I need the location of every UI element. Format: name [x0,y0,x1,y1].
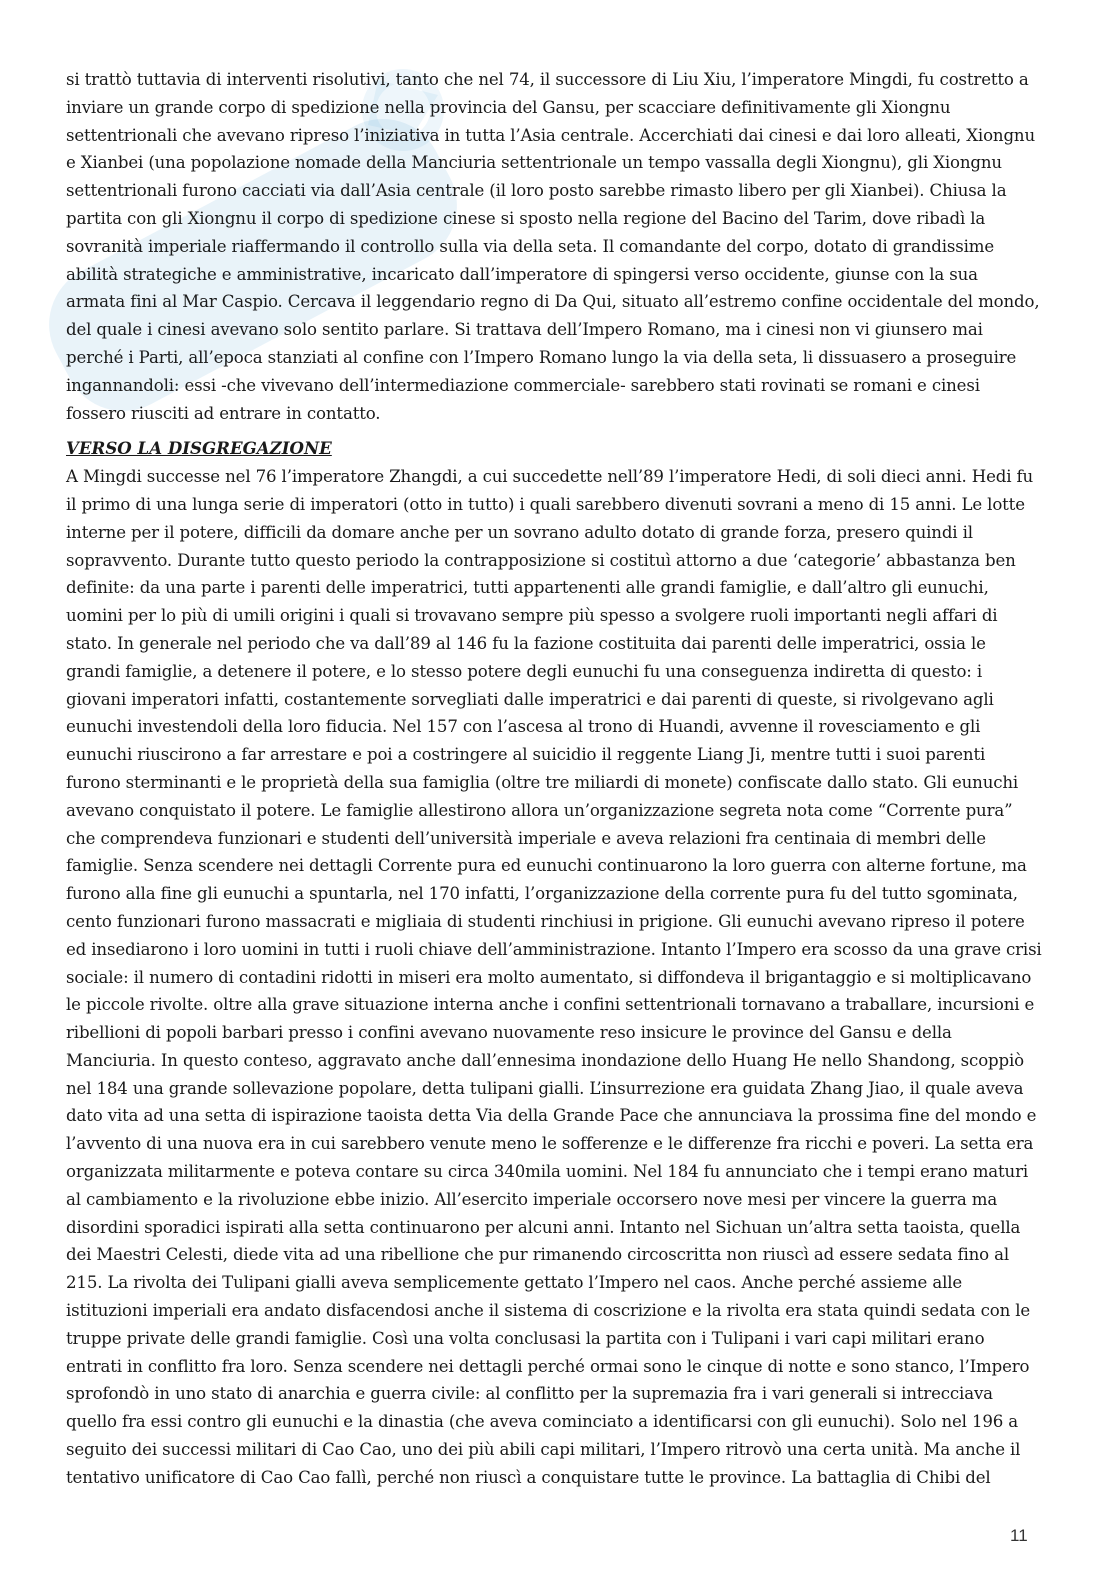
section-heading: VERSO LA DISGREGAZIONE [66,438,332,459]
document-page [66,66,1042,1492]
paragraph: A Mingdi successe nel 76 l’imperatore Zhangdi, a cui succedette nell’89 l’imperatore Hedi, di soli dieci anni. Hedi fu il primo di una lunga serie di imperatori (otto in tutto) i quali sarebbero divenuti sovrani a meno di 15 anni. Le lotte interne per il potere, difficili da domare anche per un sovrano adulto dotato di grande forza, presero quindi il sopravvento. Durante tutto questo periodo la contrapposizione si costituì attorno a due ‘categorie’ abbastanza ben definite: da una parte i parenti delle imperatrici, tutti appartenenti alle grandi famiglie, e dall’altro gli eunuchi, uomini per lo più di umili origini i quali si trovavano sempre più spesso a svolgere ruoli importanti negli affari di stato. In generale nel periodo che va dall’89 al 146 fu la fazione costituita dai parenti delle imperatrici, ossia le grandi famiglie, a detenere il potere, e lo stesso potere degli eunuchi fu una conseguenza indiretta di questo: i giovani imperatori infatti, costantemente sorvegliati dalle imperatrici e dai parenti di queste, si rivolgevano agli eunuchi investendoli della loro fiducia. Nel 157 con l’ascesa al trono di Huandi, avvenne il rovesciamento e gli eunuchi riuscirono a far arrestare e poi a costringere al suicidio il reggente Liang Ji, mentre tutti i suoi parenti furono sterminanti e le proprietà della sua famiglia (oltre tre miliardi di monete) confiscate dallo stato. Gli eunuchi avevano conquistato il potere. Le famiglie allestirono allora un’organizzazione segreta nota come “Corrente pura” che comprendeva funzionari e studenti dell’università imperiale e aveva relazioni fra centinaia di membri delle famiglie. Senza scendere nei dettagli Corrente pura ed eunuchi continuarono la loro guerra con alterne fortune, ma furono alla fine gli eunuchi a spuntarla, nel 170 infatti, l’organizzazione della corrente pura fu del tutto sgominata, cento funzionari furono massacrati e migliaia di studenti rinchiusi in prigione. Gli eunuchi avevano ripreso il potere ed insediarono i loro uomini in tutti i ruoli chiave dell’amministrazione. Intanto l’Impero era scosso da una grave crisi sociale: il numero di contadini ridotti in miseri era molto aumentato, si diffondeva il brigantaggio e si moltiplicavano le piccole rivolte. oltre alla grave situazione interna anche i confini settentrionali tornavano a traballare, incursioni e ribellioni di popoli barbari presso i confini avevano nuovamente reso insicure le province del Gansu e della Manciuria. In questo conteso, aggravato anche dall’ennesima inondazione dello Huang He nello Shandong, scoppiò nel 184 una grande sollevazione popolare, detta tulipani gialli. L’insurrezione era guidata Zhang Jiao, il quale aveva dato vita ad una setta di ispirazione taoista detta Via della Grande Pace che annunciava la prossima fine del mondo e l’avvento di una nuova era in cui sarebbero venute meno le sofferenze e le differenze fra ricchi e poveri. La setta era organizzata militarmente e poteva contare su circa 340mila uomini. Nel 184 fu annunciato che i tempi erano maturi al cambiamento e la rivoluzione ebbe inizio. All’esercito imperiale occorsero nove mesi per vincere la guerra ma disordini sporadici ispirati alla setta continuarono per alcuni anni. Intanto nel Sichuan un’altra setta taoista, quella dei Maestri Celesti, diede vita ad una ribellione che pur rimanendo circoscritta non riuscì ad essere sedata fino al 215. La rivolta dei Tulipani gialli aveva semplicemente gettato l’Impero nel caos. Anche perché assieme alle istituzioni imperiali era andato disfacendosi anche il sistema di coscrizione e la rivolta era stata quindi sedata con le truppe private delle grandi famiglie. Così una volta conclusasi la partita con i Tulipani i vari capi militari erano entrati in conflitto fra loro. Senza scendere nei dettagli perché ormai sono le cinque di notte e sono stanco, l’Impero sprofondò in uno stato di anarchia e guerra civile: al conflitto per la supremazia fra i vari generali si intrecciava quello fra essi contro gli eunuchi e la dinastia (che aveva cominciato a identificarsi con gli eunuchi). Solo nel 196 a seguito dei successi militari di Cao Cao, uno dei più abili capi militari, l’Impero ritrovò una certa unità. Ma anche il tentativo unificatore di Cao Cao fallì, perché non riuscì a conquistare tutte le province. La battaglia di Chibi del [66,467,1042,1487]
page-number: 11 [1010,1526,1028,1545]
paragraph: si trattò tuttavia di interventi risolutivi, tanto che nel 74, il successore di Liu Xiu, l’imperatore Mingdi, fu costretto a inviare un grande corpo di spedizione nella provincia del Gansu, per scacciare definitivamente gli Xiongnu settentrionali che avevano ripreso l’iniziativa in tutta l’Asia centrale. Accerchiati dai cinesi e dai loro alleati, Xiongnu e Xianbei (una popolazione nomade della Manciuria settentrionale un tempo vassalla degli Xiongnu), gli Xiongnu settentrionali furono cacciati via dall’Asia centrale (il loro posto sarebbe rimasto libero per gli Xianbei). Chiusa la partita con gli Xiongnu il corpo di spedizione cinese si sposto nella regione del Bacino del Tarim, dove ribadì la sovranità imperiale riaffermando il controllo sulla via della seta. Il comandante del corpo, dotato di grandissime abilità strategiche e amministrative, incaricato dall’imperatore di spingersi verso occidente, giunse con la sua armata fini al Mar Caspio. Cercava il leggendario regno di Da Qui, situato all’estremo confine occidentale del mondo, del quale i cinesi avevano solo sentito parlare. Si trattava dell’Impero Romano, ma i cinesi non vi giunsero mai perché i Parti, all’epoca stanziati al confine con l’Impero Romano lungo la via della seta, li dissuasero a proseguire ingannandoli: essi -che vivevano dell’intermediazione commerciale- sarebbero stati rovinati se romani e cinesi fossero riusciti ad entrare in contatto. [66,70,1040,423]
